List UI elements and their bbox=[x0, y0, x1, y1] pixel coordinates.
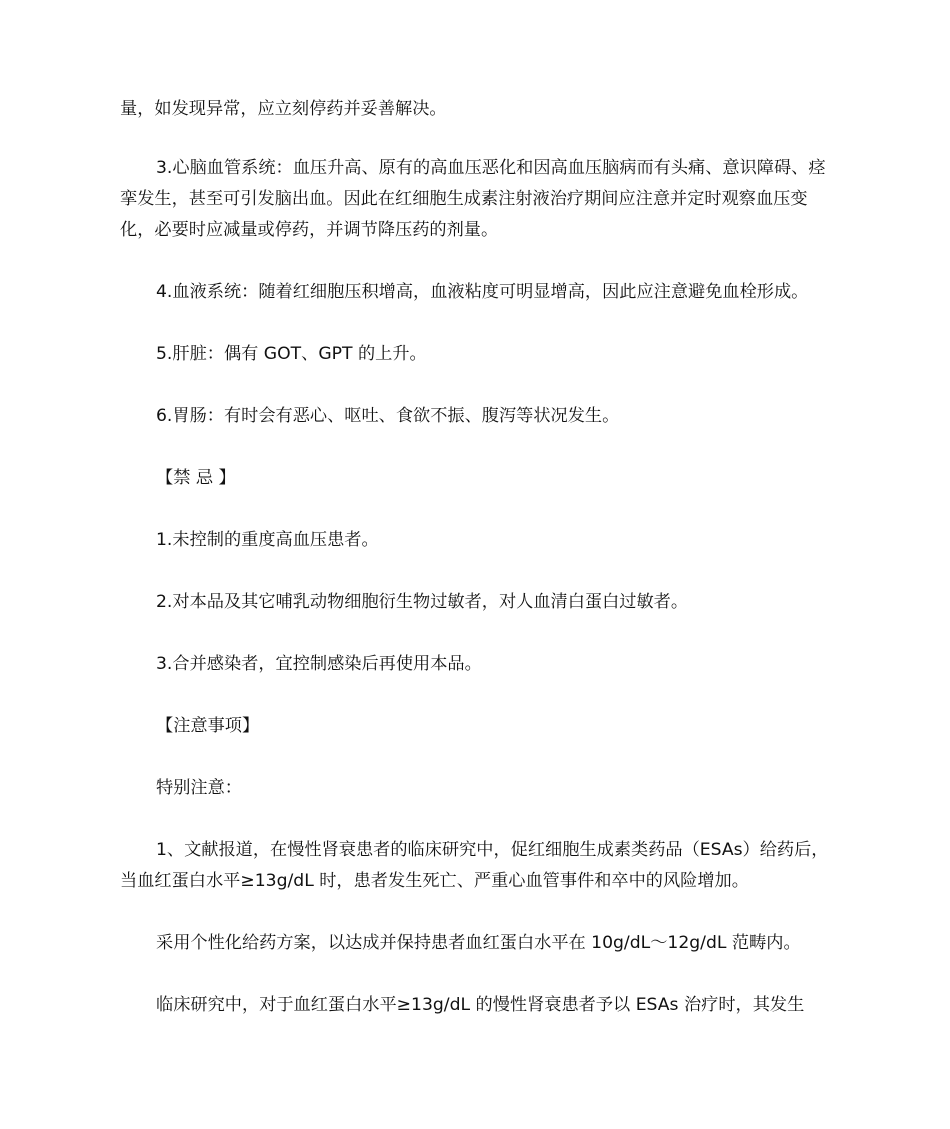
paragraph-dosing-regimen: 采用个性化给药方案，以达成并保持患者血红蛋白水平在 10g/dL～12g/dL 范畴内。 bbox=[156, 933, 801, 953]
paragraph-cardiovascular: 3.心脑血管系统：血压升高、原有的高血压恶化和因高血压脑病而有头痛、意识障碍、痉挛发生，甚至可引发脑出血。因此在红细胞生成素注射液治疗期间应注意并定时观察血压变化，必要时应减量或停药，并调节降压药的剂量。 bbox=[120, 158, 826, 240]
section-heading-contraindications: 【禁 忌 】 bbox=[156, 468, 236, 488]
paragraph-special-note: 特别注意： bbox=[156, 778, 242, 798]
paragraph-contraindication-3: 3.合并感染者，宜控制感染后再使用本品。 bbox=[156, 654, 482, 674]
paragraph-liver: 5.肝脏：偶有 GOT、GPT 的上升。 bbox=[156, 344, 427, 364]
section-heading-precautions: 【注意事项】 bbox=[156, 716, 260, 736]
paragraph-continuation: 量，如发现异常，应立刻停药并妥善解决。 bbox=[120, 99, 447, 119]
paragraph-contraindication-1: 1.未控制的重度高血压患者。 bbox=[156, 530, 379, 550]
paragraph-precaution-1: 1、文献报道，在慢性肾衰患者的临床研究中，促红细胞生成素类药品（ESAs）给药后，当血红蛋白水平≥13g/dL 时，患者发生死亡、严重心血管事件和卒中的风险增加。 bbox=[120, 840, 829, 891]
paragraph-clinical-study: 临床研究中，对于血红蛋白水平≥13g/dL 的慢性肾衰患者予以 ESAs 治疗时，其发生 bbox=[156, 995, 805, 1015]
paragraph-gastrointestinal: 6.胃肠：有时会有恶心、呕吐、食欲不振、腹泻等状况发生。 bbox=[156, 406, 620, 426]
paragraph-contraindication-2: 2.对本品及其它哺乳动物细胞衍生物过敏者，对人血清白蛋白过敏者。 bbox=[156, 592, 689, 612]
paragraph-blood-system: 4.血液系统：随着红细胞压积增高，血液粘度可明显增高，因此应注意避免血栓形成。 bbox=[156, 282, 809, 302]
